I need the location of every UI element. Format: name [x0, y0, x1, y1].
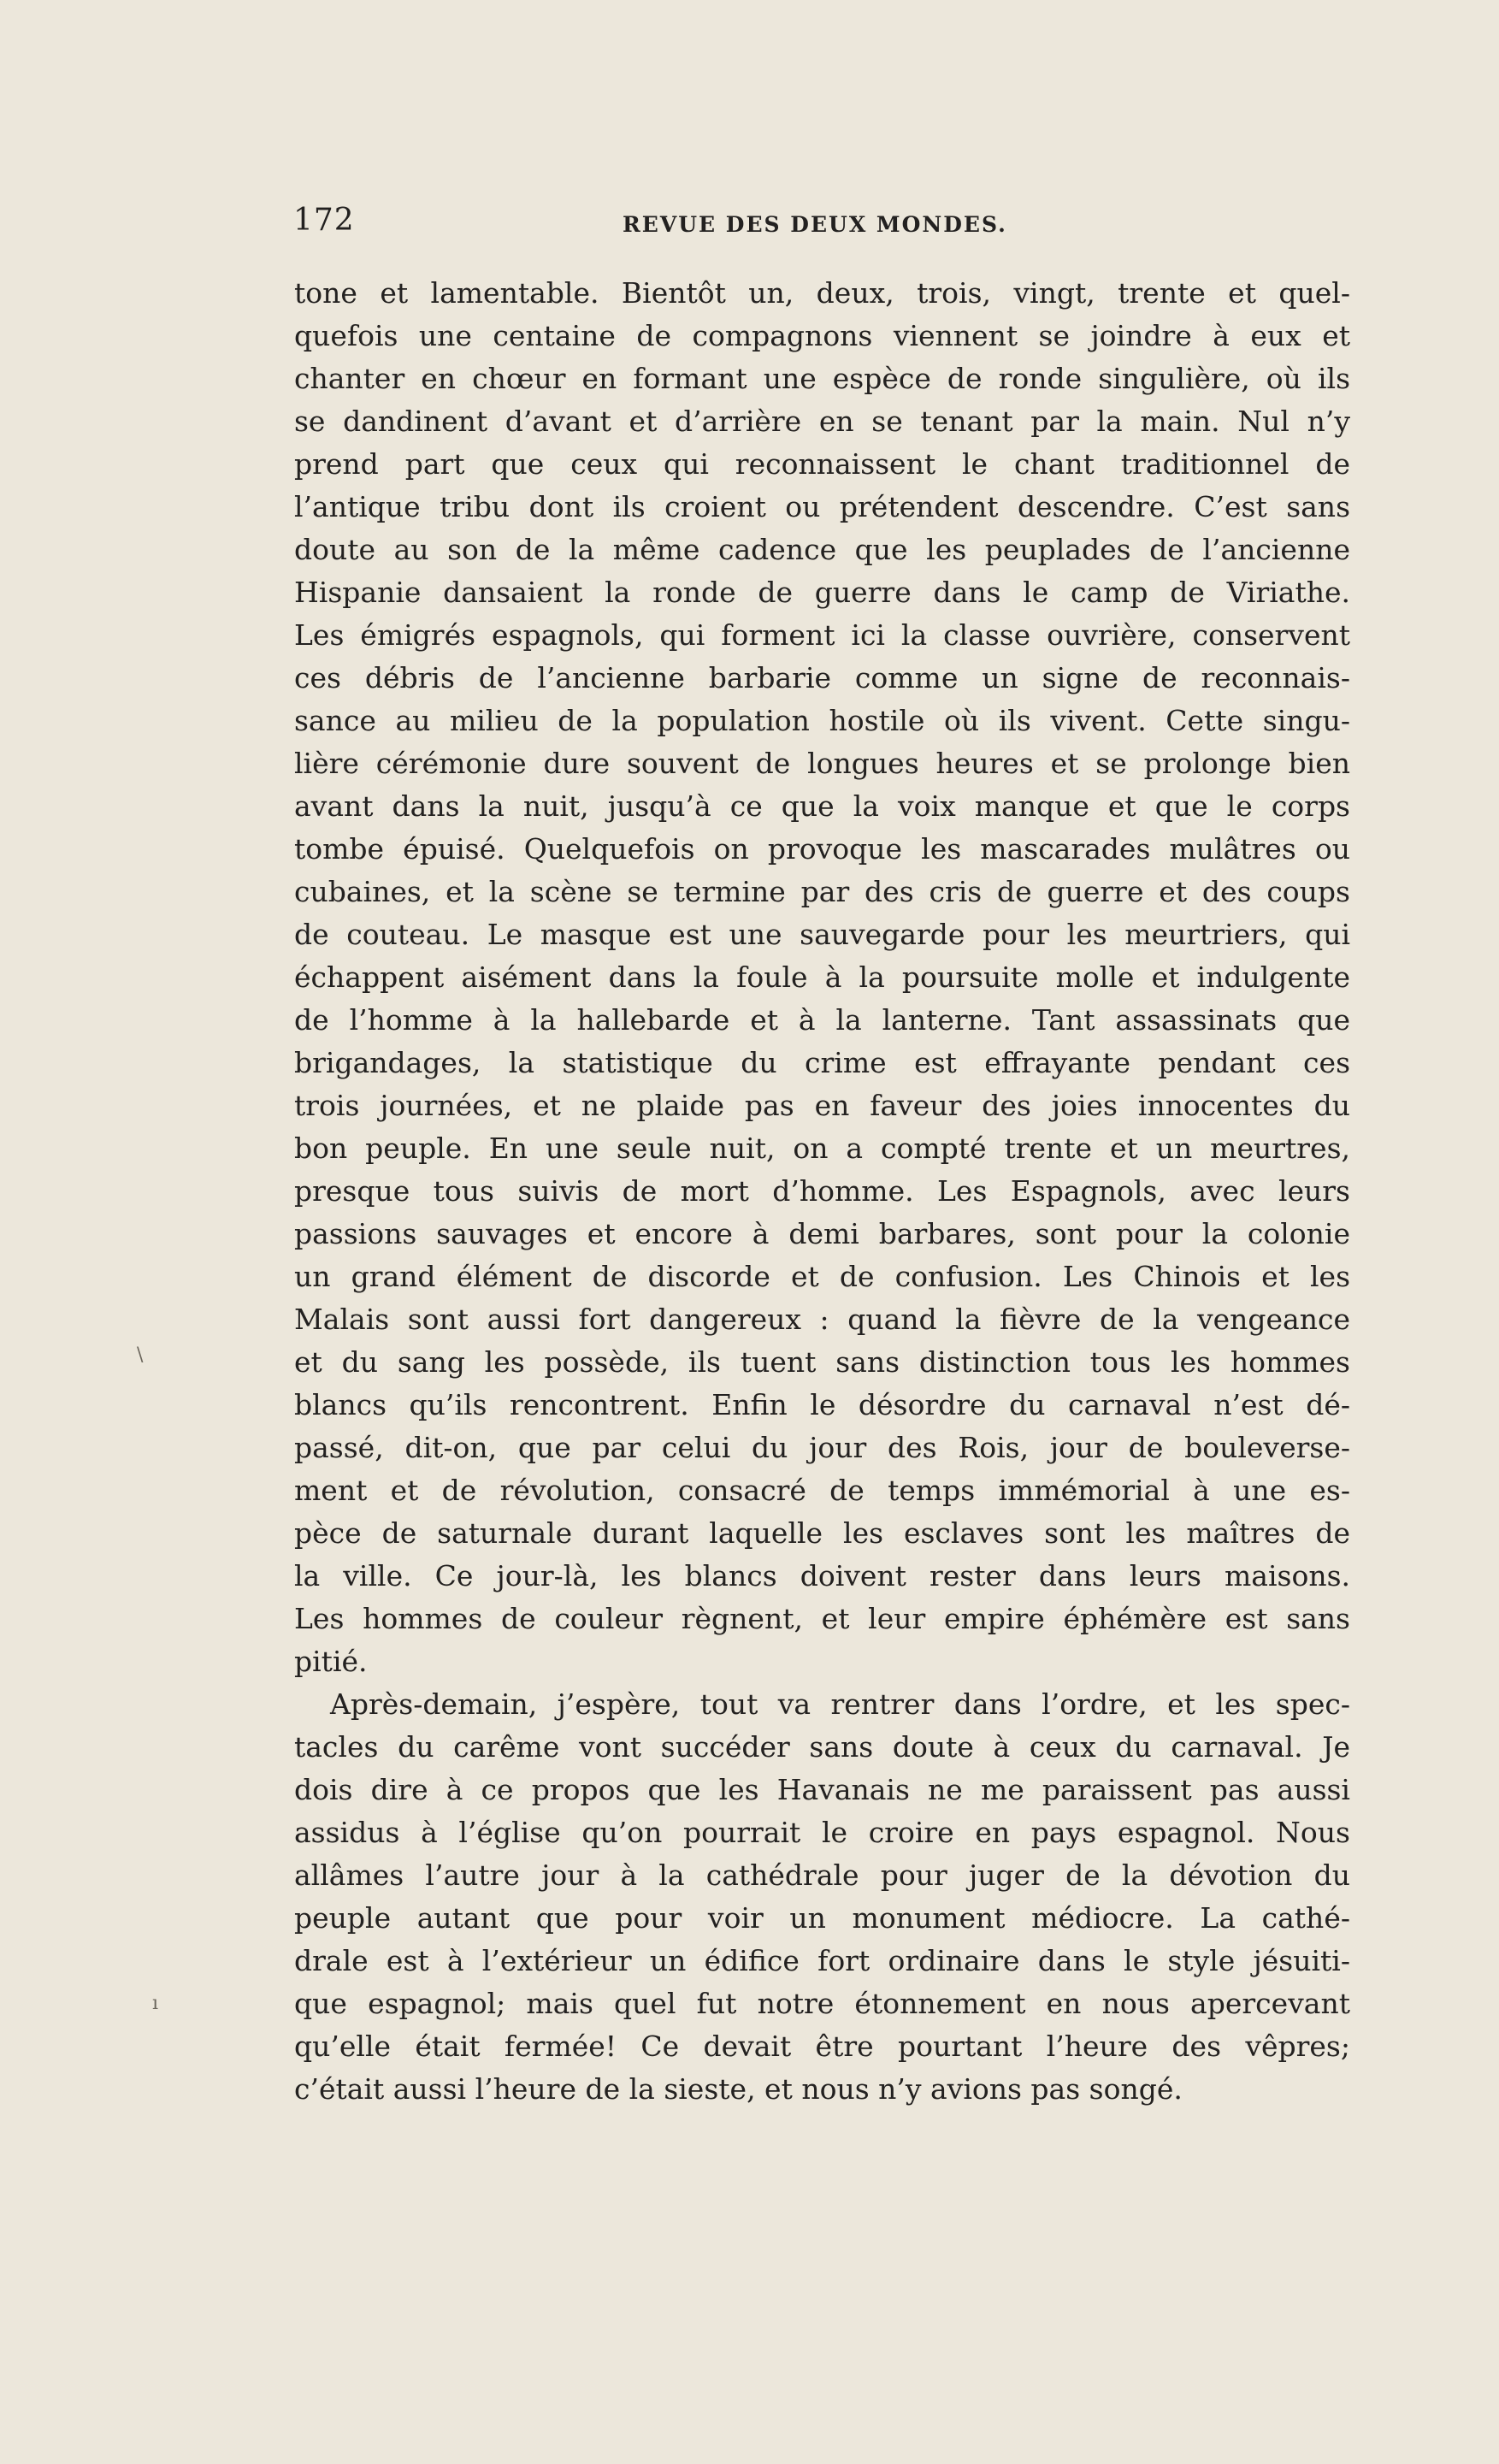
paragraph-first-line: Après-demain, j’espère, tout va rentrer dans l’ordre, et les spec-: [330, 1687, 1350, 1721]
text-line: prend part que ceux qui reconnaissent le chant traditionnel de: [294, 447, 1350, 481]
text-line: tone et lamentable. Bientôt un, deux, trois, vingt, trente et quel-: [294, 276, 1350, 310]
text-line: passé, dit-on, que par celui du jour des Rois, jour de bouleverse-: [294, 1431, 1350, 1464]
margin-pencil-mark: \: [137, 1344, 144, 1366]
text-line: trois journées, et ne plaide pas en faveur des joies innocentes du: [294, 1089, 1350, 1122]
text-line: Les émigrés espagnols, qui forment ici la classe ouvrière, conservent: [294, 618, 1350, 652]
text-line: Malais sont aussi fort dangereux : quand la fièvre de la vengeance: [294, 1303, 1350, 1336]
text-line: allâmes l’autre jour à la cathédrale pour juger de la dévotion du: [294, 1858, 1350, 1892]
text-line: passions sauvages et encore à demi barbares, sont pour la colonie: [294, 1217, 1350, 1250]
text-line: cubaines, et la scène se termine par des cris de guerre et des coups: [294, 875, 1350, 908]
text-line: se dandinent d’avant et d’arrière en se tenant par la main. Nul n’y: [294, 405, 1350, 438]
text-line: sance au milieu de la population hostile où ils vivent. Cette singu-: [294, 704, 1350, 737]
text-line: et du sang les possède, ils tuent sans distinction tous les hommes: [294, 1345, 1350, 1379]
text-line: avant dans la nuit, jusqu’à ce que la voix manque et que le corps: [294, 789, 1350, 823]
text-line: blancs qu’ils rencontrent. Enfin le désordre du carnaval n’est dé-: [294, 1388, 1350, 1421]
text-line: dois dire à ce propos que les Havanais ne me paraissent pas aussi: [294, 1773, 1350, 1806]
text-line: un grand élément de discorde et de confusion. Les Chinois et les: [294, 1260, 1350, 1293]
text-line: brigandages, la statistique du crime est effrayante pendant ces: [294, 1046, 1350, 1079]
text-line: quefois une centaine de compagnons viennent se joindre à eux et: [294, 319, 1350, 352]
text-line: l’antique tribu dont ils croient ou prétendent descendre. C’est sans: [294, 490, 1350, 523]
text-line: c’était aussi l’heure de la sieste, et nous n’y avions pas songé.: [294, 2072, 1183, 2106]
text-line: lière cérémonie dure souvent de longues heures et se prolonge bien: [294, 747, 1350, 780]
text-line: ment et de révolution, consacré de temps immémorial à une es-: [294, 1474, 1350, 1507]
text-line: chanter en chœur en formant une espèce de ronde singulière, où ils: [294, 362, 1350, 395]
text-line: pitié.: [294, 1645, 368, 1678]
text-line: que espagnol; mais quel fut notre étonnement en nous apercevant: [294, 1987, 1350, 2020]
body-text: [294, 272, 1350, 2111]
text-line: presque tous suivis de mort d’homme. Les Espagnols, avec leurs: [294, 1174, 1350, 1208]
running-head: REVUE DES DEUX MONDES.: [623, 212, 1007, 237]
text-line: ces débris de l’ancienne barbarie comme un signe de reconnais-: [294, 661, 1350, 694]
text-line: Les hommes de couleur règnent, et leur empire éphémère est sans: [294, 1602, 1350, 1635]
text-line: assidus à l’église qu’on pourrait le croire en pays espagnol. Nous: [294, 1816, 1350, 1849]
text-line: la ville. Ce jour-là, les blancs doivent rester dans leurs maisons.: [294, 1559, 1350, 1592]
text-line: tombe épuisé. Quelquefois on provoque les mascarades mulâtres ou: [294, 832, 1350, 866]
text-line: échappent aisément dans la foule à la poursuite molle et indulgente: [294, 960, 1350, 994]
text-line: Hispanie dansaient la ronde de guerre dans le camp de Viriathe.: [294, 576, 1350, 609]
text-line: doute au son de la même cadence que les peuplades de l’ancienne: [294, 533, 1350, 566]
text-line: qu’elle était fermée! Ce devait être pourtant l’heure des vêpres;: [294, 2030, 1350, 2063]
text-line: bon peuple. En une seule nuit, on a compté trente et un meurtres,: [294, 1132, 1350, 1165]
text-line: de couteau. Le masque est une sauvegarde pour les meurtriers, qui: [294, 918, 1350, 951]
text-line: peuple autant que pour voir un monument médiocre. La cathé-: [294, 1901, 1350, 1935]
text-line: drale est à l’extérieur un édifice fort ordinaire dans le style jésuiti-: [294, 1944, 1350, 1977]
text-line: pèce de saturnale durant laquelle les esclaves sont les maîtres de: [294, 1516, 1350, 1550]
text-line: de l’homme à la hallebarde et à la lanterne. Tant assassinats que: [294, 1003, 1350, 1037]
margin-pencil-mark: ı: [152, 1993, 159, 2014]
page-number: 172: [293, 203, 355, 238]
text-line: tacles du carême vont succéder sans doute à ceux du carnaval. Je: [294, 1730, 1350, 1764]
